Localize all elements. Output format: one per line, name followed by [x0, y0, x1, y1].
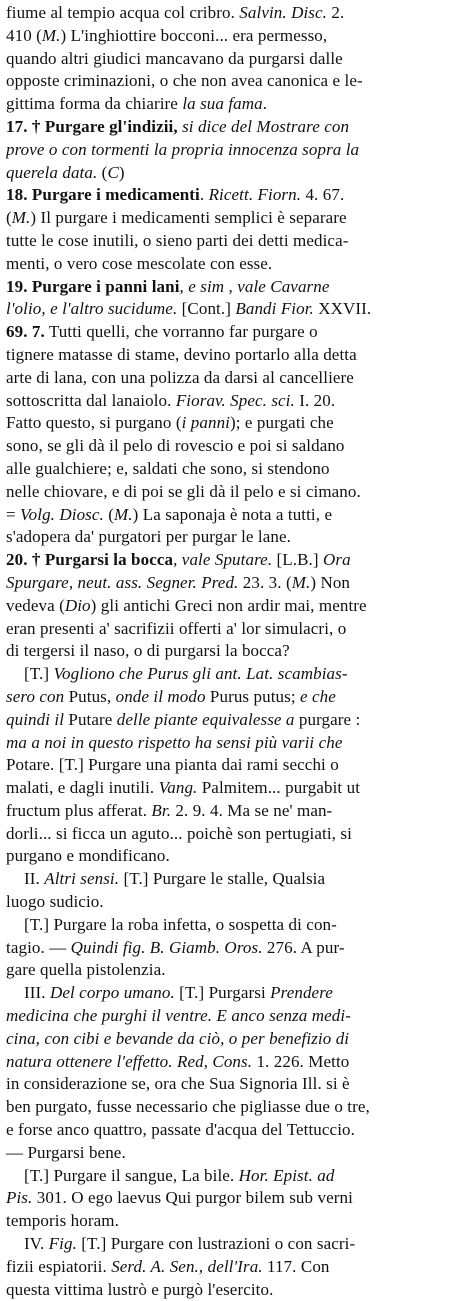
text-segment: purgare :	[294, 709, 361, 729]
text-line	[6, 1165, 462, 1188]
text-segment: ) Non	[310, 572, 351, 592]
text-line	[6, 800, 462, 823]
text-segment: 17. † Purgare gl'indizii,	[6, 116, 183, 136]
text-segment: si dice del Mostrare con	[182, 116, 350, 136]
text-line	[6, 48, 462, 71]
text-segment: Putare	[64, 709, 117, 729]
text-segment: ,	[179, 276, 189, 296]
text-segment: fructum plus afferat.	[6, 800, 152, 820]
text-line	[6, 276, 462, 299]
text-segment: gli ant. Lat. scambias-	[192, 664, 348, 684]
text-segment: arte di lana, con una polizza da darsi al cancelliere	[6, 367, 354, 387]
text-line	[6, 344, 462, 367]
text-segment: 20. † Purgarsi la bocca	[6, 550, 174, 570]
text-segment: cina, con cibi e bevande da ciò, o per benefizio di	[6, 1028, 350, 1048]
text-segment: Red, Cons.	[176, 1051, 253, 1071]
text-line	[6, 1073, 462, 1096]
text-segment: .	[199, 185, 209, 205]
text-segment: quindi il	[6, 709, 65, 729]
text-line	[6, 25, 462, 48]
text-segment: nelle chiovare, e di poi se gli dà il pelo e si cimano.	[6, 481, 361, 501]
text-segment: Altri sensi.	[44, 869, 120, 889]
text-segment: natura ottenere l'effetto.	[6, 1051, 173, 1071]
text-line	[6, 1051, 462, 1074]
text-segment: 69. 7.	[6, 322, 45, 342]
text-segment: Pis.	[6, 1188, 33, 1208]
text-line	[6, 1210, 462, 1233]
text-segment: 117. Con	[262, 1256, 330, 1276]
text-segment: 23. 3. (	[238, 572, 292, 592]
text-segment: — Purgarsi bene.	[6, 1142, 126, 1162]
text-segment: Volg. Diosc.	[20, 504, 104, 524]
text-segment: sero con	[6, 686, 65, 706]
text-segment: onde il modo	[115, 686, 206, 706]
text-line	[6, 435, 462, 458]
text-segment: tutte le cose inutili, o sieno parti dei detti medica-	[6, 230, 349, 250]
text-segment: M.	[11, 208, 31, 228]
text-segment: (	[6, 208, 12, 228]
text-segment: [T.] Purgarsi	[174, 983, 271, 1003]
text-segment: I. 20.	[294, 390, 336, 410]
text-line	[6, 549, 462, 572]
text-segment: Br.	[151, 800, 172, 820]
text-line	[6, 184, 462, 207]
text-segment: C	[107, 162, 119, 182]
text-segment: 19. Purgare i panni lani	[6, 276, 180, 296]
text-line	[6, 1142, 462, 1165]
text-segment: in considerazione se, ora che Sua Signoria Ill. si è	[6, 1074, 350, 1094]
text-segment: purgano e mondificano.	[6, 846, 170, 866]
text-segment: sottoscritta dal lanaiolo.	[6, 390, 176, 410]
text-segment: fizii espiatorii.	[6, 1256, 112, 1276]
text-line	[6, 253, 462, 276]
text-line	[6, 390, 462, 413]
text-line	[6, 412, 462, 435]
text-segment: XXVII.	[313, 299, 372, 319]
text-line	[6, 298, 462, 321]
text-line	[6, 1256, 462, 1279]
text-segment: questa vittima lustrò e purgò l'esercito.	[6, 1279, 274, 1299]
text-line	[6, 1096, 462, 1119]
text-segment: Salvin. Disc.	[239, 3, 327, 22]
text-line	[6, 891, 462, 914]
text-segment: vale Sputare.	[181, 550, 273, 570]
text-line	[6, 959, 462, 982]
text-segment: e sim , vale Cavarne	[188, 276, 330, 296]
text-segment: l'olio, e l'altro sucidume.	[6, 299, 178, 319]
text-line	[6, 982, 462, 1005]
text-segment: Ora	[323, 550, 351, 570]
text-segment: dorli... si ficca un aguto... poichè son pertugiati, si	[6, 823, 352, 843]
text-line	[6, 709, 462, 732]
text-segment: (	[103, 504, 115, 524]
text-segment: malati, e dagli inutili.	[6, 778, 159, 798]
text-segment: ) La saponaja è nota a tutti, e	[132, 504, 333, 524]
text-segment: 301. O ego laevus Qui purgor bilem sub verni	[32, 1188, 353, 1208]
text-segment: 18. Purgare i medicamenti	[6, 185, 200, 205]
text-segment: Fig.	[48, 1234, 77, 1254]
text-line	[6, 1119, 462, 1142]
text-segment: querela data.	[6, 162, 98, 182]
text-line	[6, 1279, 462, 1301]
text-segment: menti, o vero cose mescolate con esse.	[6, 253, 273, 273]
text-line	[6, 458, 462, 481]
text-segment: .	[262, 94, 268, 114]
text-segment: M.	[291, 572, 311, 592]
text-line	[6, 595, 462, 618]
text-segment: Hor. Epist. ad	[238, 1165, 335, 1185]
text-segment: prove o con tormenti la propria innocenza sopra la	[6, 139, 360, 159]
text-segment: gittima forma da chiarire	[6, 94, 183, 114]
text-segment: tagio. —	[6, 937, 71, 957]
text-segment: Potare. [T.] Purgare una pianta dai rami secchi o	[6, 755, 339, 775]
text-segment: ) gli antichi Greci non ardir mai, mentre	[90, 595, 367, 615]
text-line	[6, 754, 462, 777]
text-segment: Palmitem... purgabit ut	[197, 778, 361, 798]
text-segment: ben purgato, fusse necessario che pigliasse due o tre,	[6, 1097, 370, 1117]
text-segment: II.	[24, 869, 45, 889]
text-segment: (	[97, 162, 108, 182]
text-segment: M.	[41, 25, 61, 45]
text-line	[6, 1233, 462, 1256]
text-line	[6, 70, 462, 93]
text-segment: e che	[300, 686, 336, 706]
text-line	[6, 116, 462, 139]
text-line	[6, 618, 462, 641]
text-segment: Vogliono che Purus	[53, 664, 193, 684]
text-segment: la sua fama	[182, 94, 263, 114]
text-line	[6, 367, 462, 390]
text-segment: Bandi Fior.	[235, 299, 314, 319]
text-line	[6, 732, 462, 755]
text-segment: e forse anco quattro, passate d'acqua del Tettuccio.	[6, 1120, 355, 1140]
text-segment: Dio	[64, 595, 91, 615]
text-segment: ); e purgati che	[230, 413, 334, 433]
text-line	[6, 207, 462, 230]
text-segment: 4. 67.	[301, 185, 345, 205]
text-segment: Fiorav. Spec. sci.	[175, 390, 295, 410]
text-segment: Del corpo umano.	[49, 983, 175, 1003]
text-segment: ma a noi in questo rispetto ha sensi più varii che	[6, 732, 343, 752]
text-line	[6, 321, 462, 344]
text-segment: III.	[24, 983, 50, 1003]
text-segment: Tutti quelli, che vorranno far purgare o	[44, 322, 318, 342]
text-segment: 410 (	[6, 25, 42, 45]
text-line	[6, 481, 462, 504]
text-line	[6, 526, 462, 549]
text-segment: opposte criminazioni, o che non avea canonica e le-	[6, 71, 363, 91]
text-segment: Fatto questo, si purgano (	[6, 413, 182, 433]
text-segment: gare quella pistolenzia.	[6, 960, 166, 980]
text-segment: vedeva (	[6, 595, 65, 615]
text-line	[6, 93, 462, 116]
text-line	[6, 139, 462, 162]
text-line	[6, 1187, 462, 1210]
text-segment: Purus putus;	[205, 686, 301, 706]
text-segment: IV.	[24, 1234, 49, 1254]
text-line	[6, 1005, 462, 1028]
text-segment: alle gualchiere; e, saldati che sono, si stendono	[6, 458, 330, 478]
text-segment: Vang.	[158, 778, 198, 798]
text-line	[6, 777, 462, 800]
text-line	[6, 686, 462, 709]
text-segment: fiume al tempio acqua col cribro.	[6, 3, 240, 22]
text-segment: [Cont.]	[177, 299, 236, 319]
text-line	[6, 868, 462, 891]
text-line	[6, 823, 462, 846]
text-line	[6, 663, 462, 686]
text-segment: M.	[114, 504, 133, 524]
text-line	[6, 572, 462, 595]
text-segment: [T.] Purgare il sangue, La bile.	[24, 1165, 239, 1185]
text-line	[6, 162, 462, 185]
text-segment: Spurgare, neut. ass. Segner. Pred.	[6, 572, 239, 592]
text-segment: [T.]	[24, 664, 54, 684]
text-segment: ) Il purgare i medicamenti semplici è separare	[30, 208, 347, 228]
text-segment: [T.] Purgare le stalle, Qualsia	[119, 869, 326, 889]
text-segment: Prendere	[270, 983, 333, 1003]
text-segment: quando altri giudici mancavano da purgarsi dalle	[6, 48, 343, 68]
text-segment: 2. 9. 4. Ma se ne' man-	[171, 800, 333, 820]
text-segment: 276. A pur-	[262, 937, 345, 957]
text-segment: eran presenti a' sacrifizii offerti a' lor simulacri, o	[6, 618, 347, 638]
text-segment: 2.	[327, 3, 345, 22]
text-segment: temporis horam.	[6, 1211, 119, 1231]
text-segment: ) L'inghiottire bocconi... era permesso,	[60, 25, 328, 45]
text-segment: )	[118, 162, 125, 182]
text-segment: di tergersi il naso, o di purgarsi la bocca?	[6, 641, 290, 661]
text-line	[6, 914, 462, 937]
text-segment: Putus,	[64, 686, 116, 706]
text-segment: medicina che purghi il ventre. E anco senza medi-	[6, 1006, 351, 1026]
text-segment: i panni	[181, 413, 230, 433]
text-segment: [L.B.]	[272, 550, 324, 570]
text-line	[6, 230, 462, 253]
text-segment: [T.] Purgare con lustrazioni o con sacri-	[76, 1234, 356, 1254]
text-line	[6, 937, 462, 960]
text-line	[6, 2, 462, 25]
text-line	[6, 504, 462, 527]
text-segment: Ricett. Fiorn.	[208, 185, 302, 205]
text-line	[6, 640, 462, 663]
text-segment: delle piante equivalesse a	[116, 709, 295, 729]
text-line	[6, 845, 462, 868]
text-segment: sono, se gli dà il pelo di rovescio e poi si saldano	[6, 436, 345, 456]
text-line	[6, 1028, 462, 1051]
text-segment: s'adopera da' purgatori per purgar le lane.	[6, 527, 291, 547]
text-segment: [T.] Purgare la roba infetta, o sospetta di con-	[24, 914, 337, 934]
text-segment: luogo sudicio.	[6, 892, 104, 912]
text-segment: Quindi fig. B. Giamb. Oros.	[70, 937, 263, 957]
text-segment: ,	[173, 550, 182, 570]
text-segment: 1. 226. Metto	[252, 1051, 350, 1071]
text-segment: Serd. A. Sen., dell'Ira.	[111, 1256, 263, 1276]
text-segment: tignere matasse di stame, devino portarlo alla detta	[6, 344, 357, 364]
text-segment: =	[6, 504, 21, 524]
